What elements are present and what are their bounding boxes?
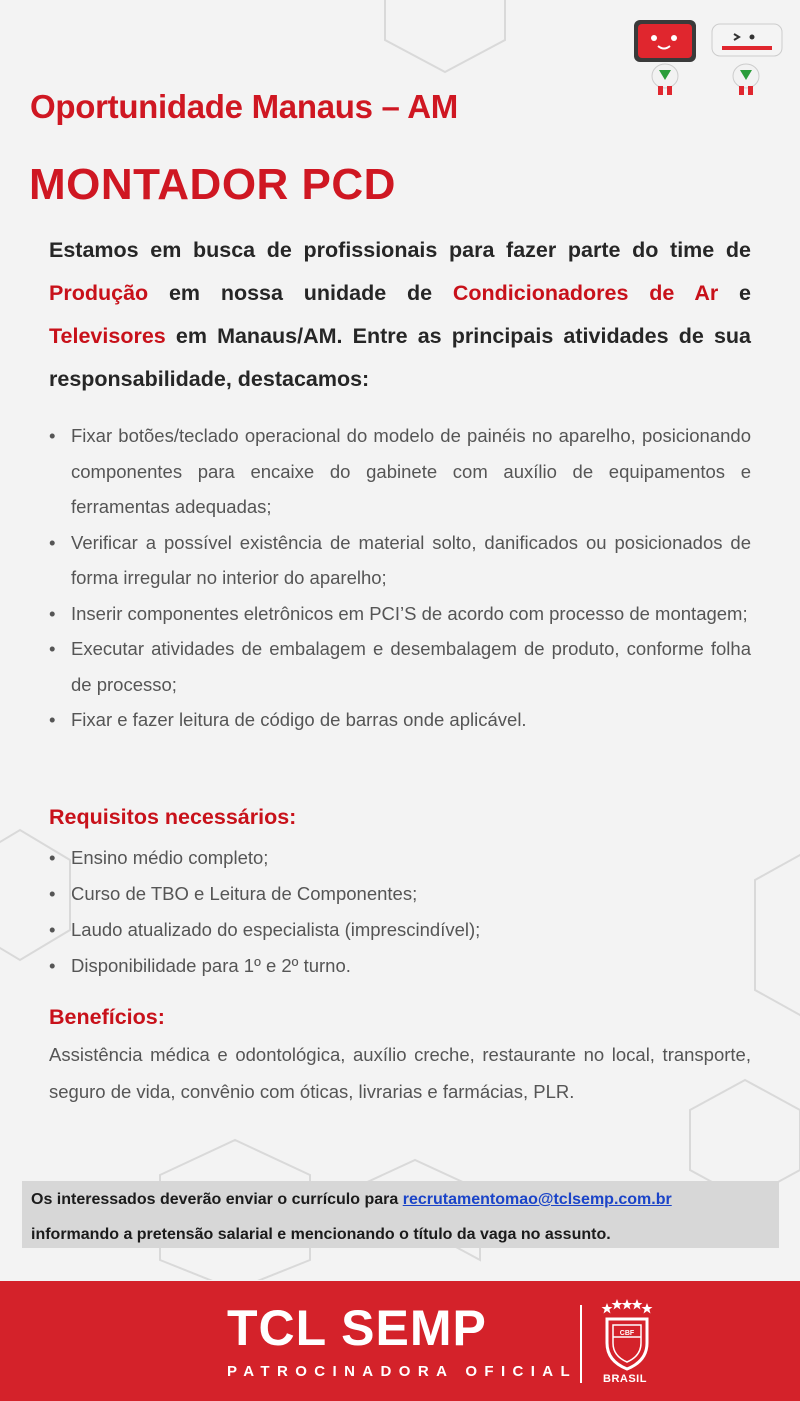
email-link[interactable]: recrutamentomao@tclsemp.com.br (402, 1191, 672, 1208)
country-label: BRASIL (603, 1373, 647, 1385)
duties-list (49, 418, 751, 738)
brand-tagline: PATROCINADORA OFICIAL (227, 1363, 578, 1380)
location-subtitle: Oportunidade Manaus – AM (30, 88, 458, 125)
contact-prefix: Os interessados deverão enviar o currículo para (31, 1191, 403, 1208)
contact-line-2: informando a pretensão salarial e mencionando o título da vaga no assunto. (31, 1226, 611, 1243)
mascot-characters-illustration (628, 16, 788, 96)
requirements-heading: Requisitos necessários: (49, 805, 297, 829)
list-item: • Curso de TBO e Leitura de Componentes; (49, 876, 751, 912)
intro-text-4: em Manaus/AM. Entre as principais atividades de sua responsabilidade, destacamos: (49, 324, 751, 391)
list-item: • Inserir componentes eletrônicos em PCI’S de acordo com processo de montagem; (49, 596, 751, 632)
intro-text-3: e (718, 281, 752, 305)
contact-box (22, 1181, 779, 1248)
benefits-heading: Benefícios: (49, 1005, 165, 1029)
highlight-producao: Produção (49, 281, 149, 305)
list-item: • Ensino médio completo; (49, 840, 751, 876)
contact-line-1 (31, 1191, 672, 1209)
job-title: MONTADOR PCD (29, 160, 396, 209)
intro-paragraph (49, 229, 751, 401)
list-item: • Fixar e fazer leitura de código de barras onde aplicável. (49, 702, 751, 738)
brand-logo: TCL SEMP (227, 1300, 487, 1356)
crest-text: CBF (619, 1330, 635, 1337)
highlight-televisores: Televisores (49, 324, 166, 348)
list-item: • Executar atividades de embalagem e desembalagem de produto, conforme folha de processo; (49, 631, 751, 702)
list-item: • Laudo atualizado do especialista (imprescindível); (49, 912, 751, 948)
footer-banner (0, 1281, 800, 1401)
requirements-list (49, 840, 751, 984)
list-item: • Verificar a possível existência de material solto, danificados ou posicionados de forma irregular no interior do aparelho; (49, 525, 751, 596)
footer-divider (580, 1305, 582, 1383)
list-item: • Fixar botões/teclado operacional do modelo de painéis no aparelho, posicionando componentes para encaixe do gabinete com auxílio de equipamentos e ferramentas adequadas; (49, 418, 751, 525)
intro-text-2: em nossa unidade de (148, 281, 453, 305)
highlight-condicionadores: Condicionadores de Ar (452, 281, 719, 305)
benefits-text: Assistência médica e odontológica, auxílio creche, restaurante no local, transporte, seguro de vida, convênio com óticas, livrarias e farmácias, PLR. (49, 1044, 751, 1102)
intro-text-1: Estamos em busca de profissionais para fazer parte do time de (49, 238, 751, 262)
list-item: • Disponibilidade para 1º e 2º turno. (49, 948, 751, 984)
cbf-crest-icon (601, 1299, 653, 1371)
